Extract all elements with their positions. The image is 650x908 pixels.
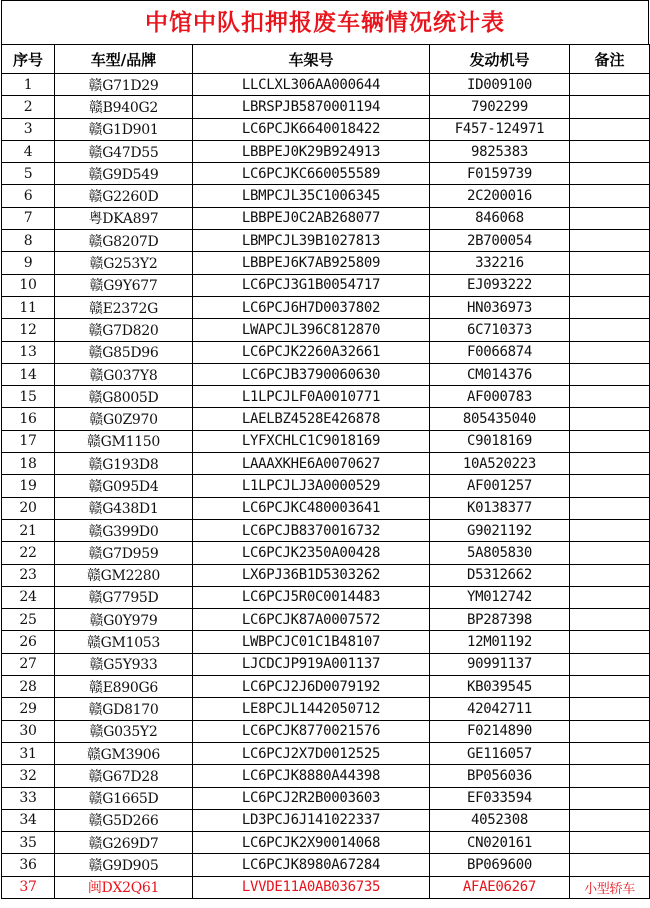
cell-plate: 赣G5Y933 (55, 653, 193, 675)
header-engine: 发动机号 (430, 45, 570, 74)
cell-engine: AF001257 (430, 475, 570, 497)
cell-plate: 赣G9D905 (55, 854, 193, 876)
table-row (2, 876, 650, 898)
cell-engine: K0138377 (430, 497, 570, 519)
cell-no: 36 (2, 854, 55, 876)
cell-note (570, 341, 650, 363)
cell-no: 4 (2, 140, 55, 162)
cell-note (570, 809, 650, 831)
cell-engine: 6C710373 (430, 319, 570, 341)
cell-note: 小型轿车 (570, 876, 650, 898)
cell-no: 29 (2, 698, 55, 720)
table-row (2, 631, 650, 653)
cell-plate: 赣G095D4 (55, 475, 193, 497)
cell-engine: 9825383 (430, 140, 570, 162)
cell-engine: AF000783 (430, 386, 570, 408)
cell-no: 10 (2, 274, 55, 296)
cell-vin: LC6PCJ2R2B0003603 (193, 787, 430, 809)
cell-no: 25 (2, 609, 55, 631)
cell-plate: 赣G269D7 (55, 832, 193, 854)
cell-no: 14 (2, 363, 55, 385)
cell-engine: G9021192 (430, 519, 570, 541)
cell-plate: 赣G438D1 (55, 497, 193, 519)
cell-vin: LD3PCJ6J141022337 (193, 809, 430, 831)
cell-no: 17 (2, 430, 55, 452)
cell-note (570, 832, 650, 854)
cell-note (570, 586, 650, 608)
table-row (2, 586, 650, 608)
cell-engine: BP056036 (430, 765, 570, 787)
cell-vin: LC6PCJK2260A32661 (193, 341, 430, 363)
cell-plate: 赣G2260D (55, 185, 193, 207)
cell-note (570, 519, 650, 541)
cell-vin: LC6PCJK6640018422 (193, 118, 430, 140)
cell-engine: F0159739 (430, 163, 570, 185)
cell-engine: F0214890 (430, 720, 570, 742)
cell-plate: 赣G5D266 (55, 809, 193, 831)
cell-plate: 赣G8207D (55, 230, 193, 252)
table-row (2, 430, 650, 452)
table-row (2, 118, 650, 140)
table-row (2, 742, 650, 764)
cell-plate: 赣GM2280 (55, 564, 193, 586)
cell-note (570, 564, 650, 586)
cell-vin: LC6PCJK87A0007572 (193, 609, 430, 631)
table-row (2, 296, 650, 318)
cell-vin: LC6PCJKC660055589 (193, 163, 430, 185)
cell-plate: 赣GD8170 (55, 698, 193, 720)
cell-vin: LBMPCJL35C1006345 (193, 185, 430, 207)
cell-no: 24 (2, 586, 55, 608)
cell-no: 31 (2, 742, 55, 764)
header-plate: 车型/品牌 (55, 45, 193, 74)
cell-engine: HN036973 (430, 296, 570, 318)
cell-engine: D5312662 (430, 564, 570, 586)
cell-plate: 赣GM1053 (55, 631, 193, 653)
cell-vin: LWBPCJC01C1B48107 (193, 631, 430, 653)
cell-plate: 赣G9Y677 (55, 274, 193, 296)
cell-note (570, 74, 650, 96)
cell-vin: LBRSPJB5870001194 (193, 96, 430, 118)
table-row (2, 74, 650, 96)
cell-plate: 粤DKA897 (55, 207, 193, 229)
cell-vin: LBMPCJL39B1027813 (193, 230, 430, 252)
cell-vin: LC6PCJ2J6D0079192 (193, 676, 430, 698)
cell-plate: 赣B940G2 (55, 96, 193, 118)
cell-no: 2 (2, 96, 55, 118)
table-row (2, 185, 650, 207)
cell-engine: CN020161 (430, 832, 570, 854)
cell-note (570, 408, 650, 430)
cell-no: 9 (2, 252, 55, 274)
cell-plate: 赣G399D0 (55, 519, 193, 541)
cell-no: 1 (2, 74, 55, 96)
cell-note (570, 676, 650, 698)
cell-vin: LVVDE11A0AB036735 (193, 876, 430, 898)
cell-vin: LC6PCJK8980A67284 (193, 854, 430, 876)
cell-engine: GE116057 (430, 742, 570, 764)
cell-no: 15 (2, 386, 55, 408)
cell-vin: LC6PCJK2X90014068 (193, 832, 430, 854)
cell-note (570, 854, 650, 876)
cell-vin: LE8PCJL1442050712 (193, 698, 430, 720)
table-row (2, 564, 650, 586)
cell-engine: 12M01192 (430, 631, 570, 653)
cell-no: 7 (2, 207, 55, 229)
cell-note (570, 720, 650, 742)
cell-note (570, 609, 650, 631)
cell-engine: 10A520223 (430, 453, 570, 475)
cell-note (570, 742, 650, 764)
cell-no: 37 (2, 876, 55, 898)
cell-plate: 赣G7795D (55, 586, 193, 608)
cell-vin: LC6PCJK2350A00428 (193, 542, 430, 564)
cell-vin: LC6PCJB3790060630 (193, 363, 430, 385)
cell-plate: 赣G1665D (55, 787, 193, 809)
cell-no: 27 (2, 653, 55, 675)
cell-no: 8 (2, 230, 55, 252)
header-row (2, 45, 650, 74)
cell-engine: ID009100 (430, 74, 570, 96)
cell-engine: 5A805830 (430, 542, 570, 564)
cell-plate: 赣G7D959 (55, 542, 193, 564)
cell-plate: 赣GM1150 (55, 430, 193, 452)
cell-plate: 赣G67D28 (55, 765, 193, 787)
cell-plate: 赣G9D549 (55, 163, 193, 185)
cell-vin: LC6PCJ5R0C0014483 (193, 586, 430, 608)
cell-engine: C9018169 (430, 430, 570, 452)
cell-note (570, 296, 650, 318)
cell-vin: LBBPEJ0K29B924913 (193, 140, 430, 162)
cell-no: 6 (2, 185, 55, 207)
cell-plate: 闽DX2Q61 (55, 876, 193, 898)
table-row (2, 542, 650, 564)
cell-vin: LBBPEJ0C2AB268077 (193, 207, 430, 229)
cell-plate: 赣G8005D (55, 386, 193, 408)
cell-plate: 赣G193D8 (55, 453, 193, 475)
cell-vin: LAELBZ4528E426878 (193, 408, 430, 430)
cell-note (570, 475, 650, 497)
table-row (2, 653, 650, 675)
cell-note (570, 430, 650, 452)
cell-vin: LC6PCJK8880A44398 (193, 765, 430, 787)
cell-note (570, 765, 650, 787)
cell-no: 19 (2, 475, 55, 497)
table-row (2, 787, 650, 809)
table-row (2, 609, 650, 631)
cell-vin: LC6PCJ3G1B0054717 (193, 274, 430, 296)
table-row (2, 475, 650, 497)
cell-note (570, 207, 650, 229)
header-no: 序号 (2, 45, 55, 74)
cell-engine: 805435040 (430, 408, 570, 430)
cell-engine: 332216 (430, 252, 570, 274)
table-row (2, 140, 650, 162)
cell-no: 12 (2, 319, 55, 341)
cell-vin: LX6PJ36B1D5303262 (193, 564, 430, 586)
table-row (2, 207, 650, 229)
table-row (2, 497, 650, 519)
cell-plate: 赣G0Z970 (55, 408, 193, 430)
cell-vin: LWAPCJL396C812870 (193, 319, 430, 341)
vehicle-table (1, 44, 650, 899)
table-row (2, 252, 650, 274)
sheet-title: 中馆中队扣押报废车辆情况统计表 (1, 0, 649, 44)
cell-engine: EF033594 (430, 787, 570, 809)
cell-no: 22 (2, 542, 55, 564)
cell-engine: 4052308 (430, 809, 570, 831)
cell-no: 34 (2, 809, 55, 831)
cell-vin: LC6PCJK8770021576 (193, 720, 430, 742)
cell-no: 32 (2, 765, 55, 787)
cell-note (570, 252, 650, 274)
table-row (2, 519, 650, 541)
table-row (2, 453, 650, 475)
table-row (2, 230, 650, 252)
table-row (2, 408, 650, 430)
cell-vin: LJCDCJP919A001137 (193, 653, 430, 675)
cell-note (570, 185, 650, 207)
cell-no: 16 (2, 408, 55, 430)
cell-plate: 赣G85D96 (55, 341, 193, 363)
table-row (2, 854, 650, 876)
cell-plate: 赣E2372G (55, 296, 193, 318)
cell-note (570, 274, 650, 296)
cell-engine: 846068 (430, 207, 570, 229)
cell-engine: 7902299 (430, 96, 570, 118)
cell-note (570, 363, 650, 385)
table-row (2, 274, 650, 296)
header-vin: 车架号 (193, 45, 430, 74)
cell-vin: LC6PCJ2X7D0012525 (193, 742, 430, 764)
table-row (2, 765, 650, 787)
cell-note (570, 453, 650, 475)
table-row (2, 676, 650, 698)
table-row (2, 341, 650, 363)
cell-no: 20 (2, 497, 55, 519)
spreadsheet (1, 0, 649, 899)
cell-note (570, 787, 650, 809)
cell-plate: 赣G7D820 (55, 319, 193, 341)
header-note: 备注 (570, 45, 650, 74)
cell-plate: 赣G035Y2 (55, 720, 193, 742)
table-row (2, 720, 650, 742)
cell-note (570, 319, 650, 341)
cell-no: 21 (2, 519, 55, 541)
cell-no: 30 (2, 720, 55, 742)
cell-engine: BP069600 (430, 854, 570, 876)
cell-no: 23 (2, 564, 55, 586)
table-row (2, 832, 650, 854)
cell-no: 33 (2, 787, 55, 809)
cell-engine: AFAE06267 (430, 876, 570, 898)
cell-no: 18 (2, 453, 55, 475)
table-row (2, 809, 650, 831)
cell-plate: 赣E890G6 (55, 676, 193, 698)
cell-engine: 2B700054 (430, 230, 570, 252)
cell-engine: CM014376 (430, 363, 570, 385)
table-row (2, 698, 650, 720)
cell-engine: BP287398 (430, 609, 570, 631)
table-row (2, 319, 650, 341)
cell-plate: 赣G037Y8 (55, 363, 193, 385)
cell-note (570, 542, 650, 564)
cell-plate: 赣G253Y2 (55, 252, 193, 274)
cell-vin: LC6PCJ6H7D0037802 (193, 296, 430, 318)
cell-plate: 赣G71D29 (55, 74, 193, 96)
cell-engine: YM012742 (430, 586, 570, 608)
cell-vin: LC6PCJKC480003641 (193, 497, 430, 519)
cell-note (570, 140, 650, 162)
cell-vin: LYFXCHLC1C9018169 (193, 430, 430, 452)
cell-engine: F0066874 (430, 341, 570, 363)
cell-vin: LAAAXKHE6A0070627 (193, 453, 430, 475)
table-body (2, 74, 650, 899)
cell-note (570, 497, 650, 519)
cell-plate: 赣G0Y979 (55, 609, 193, 631)
cell-vin: LLCLXL306AA000644 (193, 74, 430, 96)
cell-note (570, 118, 650, 140)
cell-note (570, 653, 650, 675)
table-row (2, 386, 650, 408)
cell-note (570, 163, 650, 185)
cell-engine: 2C200016 (430, 185, 570, 207)
cell-vin: LBBPEJ6K7AB925809 (193, 252, 430, 274)
cell-engine: 42042711 (430, 698, 570, 720)
table-row (2, 363, 650, 385)
cell-engine: F457-124971 (430, 118, 570, 140)
cell-note (570, 631, 650, 653)
cell-no: 3 (2, 118, 55, 140)
cell-no: 5 (2, 163, 55, 185)
cell-engine: 90991137 (430, 653, 570, 675)
table-row (2, 163, 650, 185)
cell-engine: EJ093222 (430, 274, 570, 296)
cell-note (570, 96, 650, 118)
cell-engine: KB039545 (430, 676, 570, 698)
cell-no: 28 (2, 676, 55, 698)
cell-no: 35 (2, 832, 55, 854)
cell-no: 13 (2, 341, 55, 363)
cell-plate: 赣G47D55 (55, 140, 193, 162)
cell-plate: 赣G1D901 (55, 118, 193, 140)
cell-note (570, 230, 650, 252)
cell-vin: L1LPCJLF0A0010771 (193, 386, 430, 408)
cell-note (570, 386, 650, 408)
cell-note (570, 698, 650, 720)
cell-plate: 赣GM3906 (55, 742, 193, 764)
cell-vin: L1LPCJLJ3A0000529 (193, 475, 430, 497)
table-row (2, 96, 650, 118)
cell-no: 11 (2, 296, 55, 318)
cell-no: 26 (2, 631, 55, 653)
cell-vin: LC6PCJB8370016732 (193, 519, 430, 541)
